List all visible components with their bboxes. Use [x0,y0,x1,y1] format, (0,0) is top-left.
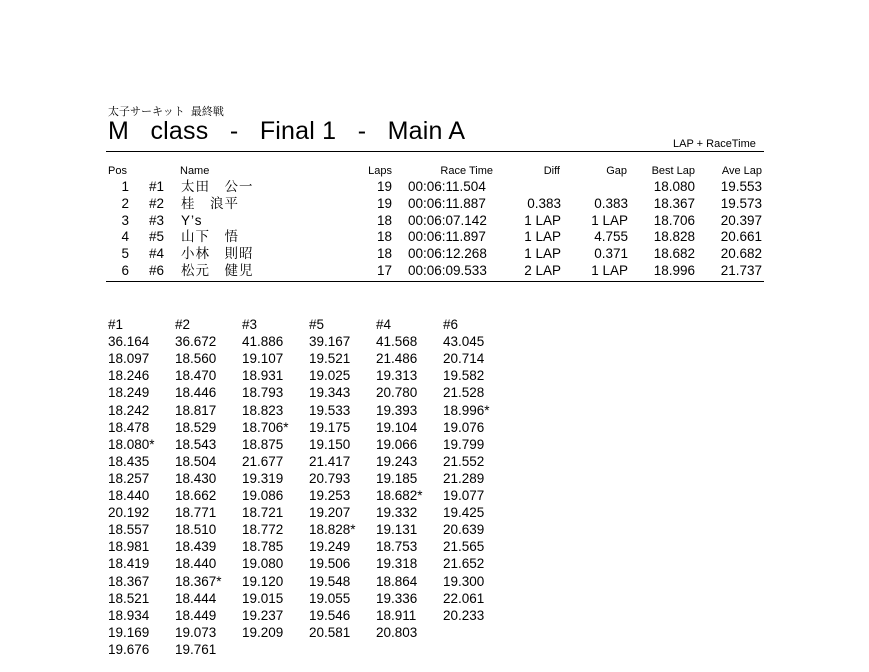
results-no-cell: #2 [149,195,165,211]
lap-time-cell: 18.560 [175,351,217,367]
event-subtitle: 太子サーキット 最終戦 [108,106,224,118]
lap-time-cell: 20.780 [376,385,418,401]
results-race-time-cell: 00:06:11.887 [408,195,486,211]
results-ave-cell: 19.553 [720,179,762,194]
lap-time-cell: 18.449 [175,607,217,623]
results-name-cell: 山下 悟 [181,229,239,245]
lap-time-cell: 18.419 [108,556,150,572]
lap-time-cell: 22.061 [443,590,485,606]
results-best-cell: 18.682 [653,246,695,262]
results-ave-cell: 20.661 [720,229,762,245]
lap-time-cell: 19.546 [309,607,351,623]
results-diff-cell: 1 LAP [524,246,561,262]
results-diff-cell: 0.383 [527,195,561,211]
results-pos-cell: 6 [121,263,129,278]
lap-time-cell: 21.528 [443,385,485,401]
lap-time-cell: 20.803 [376,624,418,640]
lap-time-cell: 20.639 [443,522,485,538]
results-header-0: Pos [108,165,127,177]
results-best-cell: 18.706 [653,212,695,228]
lap-time-cell: 20.233 [443,607,485,623]
lap-time-cell: 21.652 [443,556,485,572]
lap-time-cell: 18.772 [242,522,284,538]
lap-time-cell: 19.066 [376,436,418,452]
lap-time-cell: 18.430 [175,470,217,486]
lap-time-cell: 19.582 [443,368,485,384]
lap-time-cell: 19.077 [443,488,485,503]
lap-time-cell: 18.823 [242,402,284,418]
lap-time-cell: 39.167 [309,334,351,350]
lap-time-cell: 19.676 [108,641,150,657]
lap-time-cell: 19.073 [175,624,217,640]
results-name-cell: Y’s [181,212,203,228]
results-gap-cell: 0.371 [594,246,628,262]
results-name-cell: 太田 公一 [181,179,254,194]
lap-time-cell: 18.367 [108,573,150,589]
lap-time-cell: 18.249 [108,385,150,401]
lap-time-cell: 19.237 [242,607,284,623]
results-header-1: Name [180,165,210,177]
mode-label: LAP + RaceTime [673,138,756,150]
results-race-time-cell: 00:06:11.504 [408,179,486,194]
lap-time-cell: 18.817 [175,402,217,418]
lap-time-cell: 19.120 [242,573,284,589]
results-header-3: Race Time [440,165,493,177]
lap-time-cell: 19.393 [376,402,418,418]
lap-time-cell: 19.025 [309,368,351,384]
lap-time-cell: 18.257 [108,470,150,486]
results-name-cell: 桂 浪平 [181,195,239,211]
lap-time-cell: 18.864 [376,573,418,589]
results-best-cell: 18.828 [653,229,695,245]
results-laps-cell: 18 [376,246,392,262]
lap-time-cell: 19.548 [309,573,351,589]
lap-time-cell: 19.169 [108,624,150,640]
lap-column-header: #6 [443,317,459,332]
lap-time-cell: 18.246 [108,368,150,384]
lap-time-cell: 18.242 [108,402,150,418]
lap-time-cell: 19.506 [309,556,351,572]
lap-time-cell: 19.249 [309,539,351,555]
results-best-cell: 18.080 [653,179,695,194]
lap-column-header: #1 [108,317,124,332]
lap-time-cell: 19.336 [376,590,418,606]
results-no-cell: #5 [149,229,165,245]
results-laps-cell: 19 [376,195,392,211]
results-laps-cell: 18 [376,212,392,228]
lap-time-cell: 43.045 [443,334,485,350]
lap-time-cell: 18.510 [175,522,217,538]
lap-time-cell: 18.543 [175,436,217,452]
lap-time-cell: 18.440 [108,488,150,503]
results-name-cell: 小林 則昭 [181,246,254,262]
lap-time-cell: 18.504 [175,453,217,469]
results-name-cell: 松元 健児 [181,263,254,278]
results-race-time-cell: 00:06:07.142 [408,212,487,228]
results-header-2: Laps [368,165,392,177]
lap-column-header: #5 [309,317,325,332]
results-no-cell: #4 [149,246,165,262]
lap-column-header: #4 [376,317,392,332]
lap-time-cell: 18.444 [175,590,217,606]
lap-time-cell: 20.793 [309,470,351,486]
lap-time-cell: 18.446 [175,385,217,401]
results-diff-cell: 1 LAP [524,212,561,228]
lap-time-cell: 18.875 [242,436,284,452]
results-laps-cell: 18 [376,229,392,245]
lap-time-cell: 19.104 [376,419,418,435]
lap-time-cell: 18.785 [242,539,284,555]
results-race-time-cell: 00:06:11.897 [408,229,486,245]
results-race-time-cell: 00:06:12.268 [408,246,487,262]
results-no-cell: #1 [149,179,165,194]
results-divider [106,281,764,282]
lap-time-cell: 18.931 [242,368,284,384]
lap-time-cell: 19.243 [376,453,418,469]
lap-time-cell: 19.318 [376,556,418,572]
lap-time-cell: 19.055 [309,590,351,606]
results-ave-cell: 20.397 [720,212,762,228]
lap-time-cell: 21.552 [443,453,485,469]
results-header-7: Ave Lap [721,165,762,177]
lap-time-cell: 18.753 [376,539,418,555]
results-gap-cell: 1 LAP [591,212,628,228]
lap-time-cell: 18.557 [108,522,150,538]
lap-time-cell: 21.486 [376,351,418,367]
lap-column-header: #3 [242,317,258,332]
lap-time-cell: 19.313 [376,368,418,384]
lap-time-cell: 18.771 [175,505,217,521]
results-best-cell: 18.996 [653,263,695,278]
lap-time-cell: 19.799 [443,436,485,452]
lap-time-cell: 18.080* [108,436,155,452]
lap-time-cell: 41.886 [242,334,284,350]
lap-time-cell: 19.107 [242,351,284,367]
results-ave-cell: 19.573 [720,195,762,211]
lap-time-cell: 18.981 [108,539,150,555]
lap-time-cell: 18.478 [108,419,150,435]
lap-time-cell: 18.996* [443,402,490,418]
results-pos-cell: 2 [121,195,129,211]
results-no-cell: #3 [149,212,165,228]
results-pos-cell: 3 [121,212,129,228]
lap-time-cell: 19.253 [309,488,351,503]
results-no-cell: #6 [149,263,165,278]
lap-time-cell: 19.209 [242,624,284,640]
lap-time-cell: 18.662 [175,488,217,503]
lap-time-cell: 19.185 [376,470,418,486]
results-diff-cell: 1 LAP [524,229,561,245]
lap-time-cell: 19.319 [242,470,284,486]
lap-time-cell: 19.015 [242,590,284,606]
lap-time-cell: 18.721 [242,505,284,521]
lap-time-cell: 19.343 [309,385,351,401]
lap-time-cell: 36.164 [108,334,150,350]
lap-time-cell: 19.080 [242,556,284,572]
results-race-time-cell: 00:06:09.533 [408,263,487,278]
page-title: M class - Final 1 - Main A [108,117,466,145]
results-best-cell: 18.367 [653,195,695,211]
lap-time-cell: 36.672 [175,334,217,350]
lap-time-cell: 19.521 [309,351,351,367]
lap-time-cell: 21.677 [242,453,284,469]
results-pos-cell: 5 [121,246,129,262]
results-ave-cell: 20.682 [720,246,762,262]
lap-time-cell: 19.300 [443,573,485,589]
lap-time-cell: 19.761 [175,641,217,657]
lap-time-cell: 19.175 [309,419,351,435]
lap-time-cell: 18.793 [242,385,284,401]
results-gap-cell: 4.755 [594,229,628,245]
results-ave-cell: 21.737 [720,263,762,278]
lap-time-cell: 18.682* [376,488,423,503]
lap-time-cell: 20.714 [443,351,485,367]
lap-time-cell: 19.207 [309,505,351,521]
lap-time-cell: 19.150 [309,436,351,452]
lap-time-cell: 18.934 [108,607,150,623]
lap-time-cell: 19.076 [443,419,485,435]
lap-time-cell: 41.568 [376,334,418,350]
results-gap-cell: 0.383 [594,195,628,211]
lap-time-cell: 18.440 [175,556,217,572]
lap-time-cell: 20.192 [108,505,150,521]
lap-time-cell: 21.417 [309,453,351,469]
lap-time-cell: 18.367* [175,573,222,589]
results-header-4: Diff [543,165,560,177]
lap-time-cell: 18.706* [242,419,289,435]
results-laps-cell: 17 [376,263,392,278]
results-pos-cell: 1 [121,179,129,194]
lap-time-cell: 20.581 [309,624,351,640]
lap-time-cell: 18.521 [108,590,150,606]
lap-time-cell: 19.332 [376,505,418,521]
lap-time-cell: 18.470 [175,368,217,384]
results-gap-cell: 1 LAP [591,263,628,278]
results-diff-cell: 2 LAP [524,263,561,278]
results-header-5: Gap [606,165,627,177]
lap-time-cell: 19.425 [443,505,485,521]
results-laps-cell: 19 [376,179,392,194]
results-pos-cell: 4 [121,229,129,245]
lap-time-cell: 18.828* [309,522,356,538]
lap-time-cell: 18.435 [108,453,150,469]
lap-time-cell: 18.439 [175,539,217,555]
lap-time-cell: 18.097 [108,351,150,367]
results-header-6: Best Lap [651,165,695,177]
lap-time-cell: 21.565 [443,539,485,555]
lap-time-cell: 18.911 [376,607,417,623]
lap-time-cell: 19.086 [242,488,284,503]
lap-time-cell: 18.529 [175,419,217,435]
lap-time-cell: 21.289 [443,470,485,486]
header-divider [106,151,764,152]
lap-column-header: #2 [175,317,191,332]
lap-time-cell: 19.533 [309,402,351,418]
lap-time-cell: 19.131 [376,522,418,538]
